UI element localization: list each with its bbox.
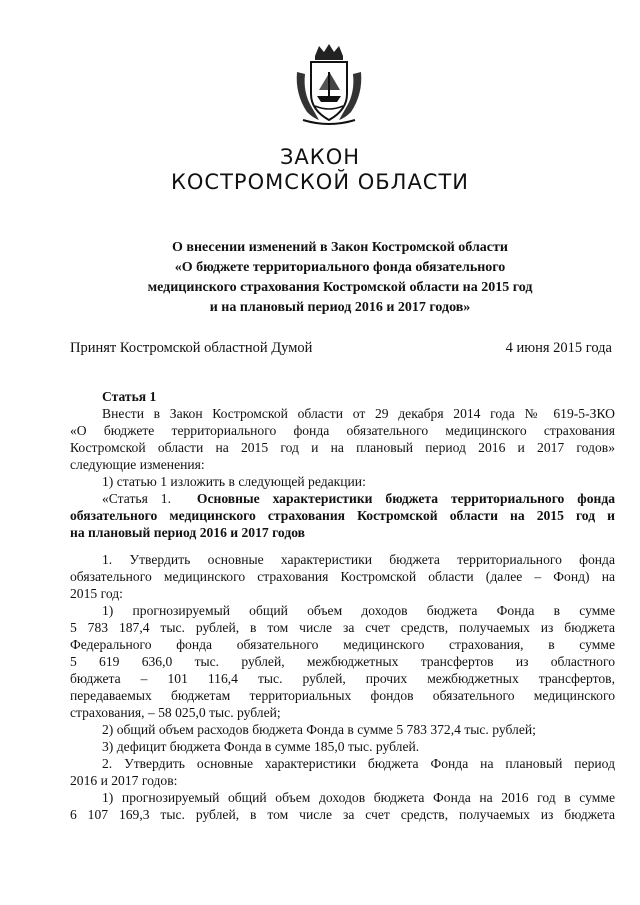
adoption-date: 4 июня 2015 года (505, 340, 612, 356)
list-item: 2) общий объем расходов бюджета Фонда в сумме 5 783 372,4 тыс. рублей; (102, 722, 536, 737)
coat-of-arms-icon (293, 42, 365, 126)
paragraph-line: передаваемых бюджетам территориальных фондов обязательного медицинского (70, 688, 615, 703)
paragraph-line: 5 783 187,4 тыс. рублей, в том числе за счет средств, получаемых из бюджета (70, 620, 615, 635)
paragraph-line: 2. Утвердить основные характеристики бюджета Фонда на плановый период (102, 756, 615, 771)
paragraph-line: 2015 год: (70, 586, 123, 601)
list-item: 1) статью 1 изложить в следующей редакции: (102, 474, 366, 489)
law-heading: О внесении изменений в Закон Костромской области «О бюджете территориального фонда обязательного медицинского страхования Костромской области на 2015 год и на плановый период 2016 и 2017 годов» (147, 240, 533, 315)
paragraph-line: 2016 и 2017 годов: (70, 773, 178, 788)
paragraph-line: Костромской области на 2015 год и на плановый период 2016 и 2017 годов» (70, 440, 615, 455)
adopted-by: Принят Костромской областной Думой (70, 340, 313, 356)
paragraph-line: страхования, – 58 025,0 тыс. рублей; (70, 705, 281, 720)
paragraph-line: обязательного медицинского страхования Костромской области на 2015 год и (70, 508, 615, 523)
paragraph-line: 1) прогнозируемый общий объем доходов бюджета Фонда на 2016 год в сумме (102, 790, 615, 805)
article-title: Статья 1 (102, 389, 157, 404)
paragraph-line: обязательного медицинского страхования Костромской области (далее – Фонд) на (70, 569, 615, 584)
paragraph-line: 1) прогнозируемый общий объем доходов бюджета Фонда в сумме (102, 603, 615, 618)
paragraph-line: «О бюджете территориального фонда обязательного медицинского страхования (70, 423, 615, 438)
paragraph-line: следующие изменения: (70, 457, 205, 472)
quoted-article-heading: «Статья 1. Основные характеристики бюджета территориального фонда (102, 491, 615, 506)
paragraph-line: Внести в Закон Костромской области от 29 декабря 2014 года № 619-5-ЗКО (102, 406, 615, 421)
list-item: 3) дефицит бюджета Фонда в сумме 185,0 тыс. рублей. (102, 739, 420, 754)
paragraph-line: Федерального фонда обязательного медицинского страхования, в сумме (70, 637, 615, 652)
paragraph-line: 1. Утвердить основные характеристики бюджета территориального фонда (102, 552, 615, 567)
paragraph-line: на плановый период 2016 и 2017 годов (70, 525, 306, 540)
paragraph-line: 5 619 636,0 тыс. рублей, межбюджетных трансфертов из областного (70, 654, 615, 669)
law-region-title: КОСТРОМСКОЙ ОБЛАСТИ (170, 170, 470, 194)
paragraph-line: 6 107 169,3 тыс. рублей, в том числе за счет средств, получаемых из бюджета (70, 807, 615, 822)
paragraph-line: бюджета – 101 116,4 тыс. рублей, прочих межбюджетных трансфертов, (70, 671, 615, 686)
law-title: ЗАКОН (279, 145, 361, 169)
law-body (70, 388, 615, 823)
